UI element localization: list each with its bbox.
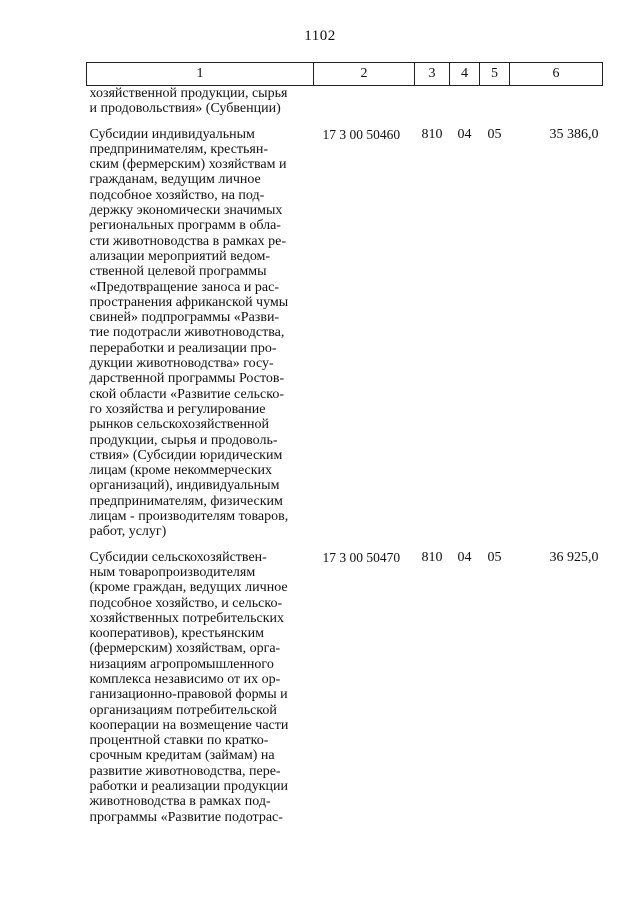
description-line: пространения африканской чумы [89,294,289,310]
column-header-1: 1 [87,63,314,86]
row-col4: 04 [457,549,472,565]
description-line: животноводства в рамках под- [89,794,271,810]
description-line: лицам (кроме некоммерческих [89,463,273,479]
description-line: организациям потребительской [89,702,277,718]
row-col3: 810 [421,126,443,142]
description-line: комплекса независимо от их ор- [89,671,281,687]
description-line: дарственной программы Ростов- [89,371,285,387]
description-line: (кроме граждан, ведущих личное [89,580,288,596]
description-line: организаций), индивидуальным [89,478,280,494]
description-line: работки и реализации продукции [89,779,288,795]
description-line: программы «Развитие подотрас- [89,809,283,825]
column-header-6: 6 [510,63,603,86]
description-line: переработки и реализации про- [89,340,277,356]
description-line: ганизационно-правовой формы и [89,687,288,703]
table-row [87,540,603,825]
description-line: сти животноводства в рамках ре- [89,233,286,249]
row-col5: 05 [487,549,502,565]
description-line: свиней» подпрограммы «Разви- [89,310,280,326]
column-header-4: 4 [450,63,480,86]
description-line: ским (фермерским) хозяйствам и [89,157,287,173]
description-line: (фермерским) хозяйствам, орга- [89,641,281,657]
column-header-5: 5 [480,63,510,86]
row-description [87,540,314,825]
row-col4 [450,86,480,117]
table-row [87,86,603,117]
row-col5 [480,86,510,117]
description-line: Субсидии индивидуальным [89,126,255,142]
row-amount: 36 925,0 [549,549,599,565]
row-description [87,117,314,540]
description-line: предпринимателям, крестьян- [89,141,269,157]
column-header-3: 3 [415,63,450,86]
description-line: Субсидии сельскохозяйствен- [89,549,267,565]
row-amount [510,86,603,117]
description-line: развитие животноводства, пере- [89,763,281,779]
description-line: ственной целевой программы [89,264,267,280]
table-row [87,117,603,540]
page-number: 1102 [304,28,336,44]
description-line: кооперативов), крестьянским [89,626,264,642]
column-header-2: 2 [314,63,415,86]
description-line: «Предотвращение заноса и рас- [89,279,279,295]
table-body [87,86,603,825]
row-code [314,86,415,117]
row-col5: 05 [487,126,502,142]
row-col3: 810 [421,549,443,565]
row-description [87,86,314,117]
description-line: гражданам, ведущим личное [89,172,261,188]
description-line: тие подотрасли животноводства, [89,325,285,341]
description-line: подсобное хозяйство, и сельско- [89,595,283,611]
description-line: подсобное хозяйство, на под- [89,187,265,203]
description-line: хозяйственных потребительских [89,610,285,626]
description-line: работ, услуг) [89,524,167,540]
row-code: 17 3 00 50470 [322,549,401,565]
row-col4: 04 [457,126,472,142]
description-line: предпринимателям, физическим [89,493,283,509]
row-col3 [415,86,450,117]
description-line: срочным кредитам (займам) на [89,748,275,764]
description-line: низациям агропромышленного [89,656,274,672]
description-line: ализации мероприятий ведом- [89,248,271,264]
description-line: дукции животноводства» госу- [89,356,274,372]
description-line: го хозяйства и регулирование [89,401,266,417]
description-line: ской области «Развитие сельско- [89,386,284,402]
description-line: рынков сельскохозяйственной [89,417,270,433]
description-line: региональных программ в обла- [89,218,281,234]
description-line: кооперации на возмещение части [89,717,289,733]
description-line: продукции, сырья и продоволь- [89,432,278,448]
row-code: 17 3 00 50460 [322,126,401,142]
description-line: лицам - производителям товаров, [89,509,289,525]
description-line: процентной ставки по кратко- [89,733,269,749]
description-line: ствия» (Субсидии юридическим [89,447,283,463]
description-line: держку экономически значимых [89,203,283,219]
description-line: ным товаропроизводителям [89,564,256,580]
table-header-row [87,63,603,86]
budget-table [86,62,603,825]
description-line: хозяйственной продукции, сырья [89,86,288,101]
description-line: и продовольствия» (Субвенции) [89,101,281,117]
row-amount: 35 386,0 [549,126,599,142]
